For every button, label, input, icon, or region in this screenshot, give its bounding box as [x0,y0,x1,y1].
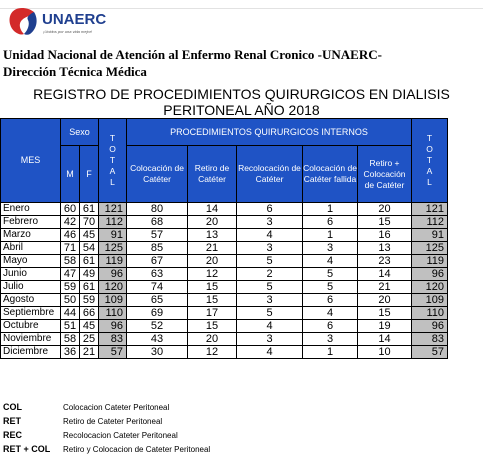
cell-retiro-colocacion: 10 [358,346,412,359]
table-row [1,229,448,242]
header-f: F [80,146,99,203]
cell-fallida: 6 [303,294,358,307]
cell-retiro: 17 [188,307,237,320]
cell-retiro-colocacion: 15 [358,216,412,229]
cell-m: 46 [61,229,80,242]
legend-item [3,414,210,428]
legend-code: COL [3,402,22,412]
header-recolocacion: Recolocación de Catéter [237,146,303,203]
cell-total: 109 [99,294,127,307]
cell-mes: Febrero [1,216,61,229]
cell-colocacion: 67 [127,255,188,268]
legend-item [3,442,210,456]
header-mes: MES [1,119,61,203]
table-row [1,281,448,294]
cell-retiro: 15 [188,294,237,307]
cell-fallida: 6 [303,216,358,229]
cell-m: 58 [61,333,80,346]
legend-code: RET [3,416,21,426]
cell-colocacion: 57 [127,229,188,242]
cell-recolocacion: 6 [237,203,303,216]
cell-retiro: 21 [188,242,237,255]
cell-mes: Agosto [1,294,61,307]
table-row [1,294,448,307]
cell-colocacion: 52 [127,320,188,333]
cell-total: 121 [99,203,127,216]
header-retiro-colocacion: Retiro + Colocación de Catéter [358,146,412,203]
cell-f: 66 [80,307,99,320]
report-title-line2: PERITONEAL AÑO 2018 [163,102,320,118]
cell-total-right: 112 [412,216,448,229]
cell-m: 50 [61,294,80,307]
cell-mes: Noviembre [1,333,61,346]
cell-colocacion: 74 [127,281,188,294]
cell-retiro: 15 [188,320,237,333]
cell-recolocacion: 3 [237,242,303,255]
report-title-line1: REGISTRO DE PROCEDIMIENTOS QUIRURGICOS EN DIALISIS [33,86,450,102]
cell-m: 42 [61,216,80,229]
header-procedures: PROCEDIMIENTOS QUIRURGICOS INTERNOS [127,119,412,146]
cell-colocacion: 30 [127,346,188,359]
cell-mes: Mayo [1,255,61,268]
cell-recolocacion: 3 [237,216,303,229]
cell-fallida: 4 [303,255,358,268]
cell-retiro: 20 [188,333,237,346]
legend [3,400,210,456]
cell-m: 71 [61,242,80,255]
cell-f: 70 [80,216,99,229]
legend-description: Retiro de Cateter Peritoneal [63,417,163,426]
cell-recolocacion: 5 [237,255,303,268]
cell-retiro: 14 [188,203,237,216]
cell-retiro-colocacion: 20 [358,203,412,216]
cell-total-right: 125 [412,242,448,255]
table-row [1,320,448,333]
cell-total: 119 [99,255,127,268]
legend-item [3,428,210,442]
table-row [1,203,448,216]
cell-mes: Abril [1,242,61,255]
cell-total: 83 [99,333,127,346]
table-row [1,346,448,359]
cell-f: 59 [80,294,99,307]
cell-retiro-colocacion: 14 [358,333,412,346]
cell-recolocacion: 3 [237,294,303,307]
cell-mes: Diciembre [1,346,61,359]
cell-total-right: 91 [412,229,448,242]
table-row [1,307,448,320]
cell-fallida: 1 [303,229,358,242]
cell-total-right: 119 [412,255,448,268]
cell-m: 58 [61,255,80,268]
cell-total-right: 96 [412,268,448,281]
cell-colocacion: 63 [127,268,188,281]
cell-fallida: 3 [303,242,358,255]
cell-mes: Julio [1,281,61,294]
cell-retiro: 13 [188,229,237,242]
table-row [1,242,448,255]
cell-recolocacion: 4 [237,229,303,242]
cell-recolocacion: 2 [237,268,303,281]
cell-total: 96 [99,268,127,281]
header-total-right [412,119,448,203]
cell-fallida: 4 [303,307,358,320]
cell-retiro-colocacion: 19 [358,320,412,333]
cell-fallida: 5 [303,281,358,294]
cell-retiro: 20 [188,216,237,229]
unaerc-logo [4,4,107,42]
cell-total-right: 121 [412,203,448,216]
cell-recolocacion: 3 [237,333,303,346]
cell-colocacion: 68 [127,216,188,229]
header-fallida: Colocación de Catéter fallida [303,146,358,203]
cell-fallida: 3 [303,333,358,346]
cell-total: 57 [99,346,127,359]
cell-mes: Septiembre [1,307,61,320]
cell-retiro-colocacion: 13 [358,242,412,255]
cell-fallida: 6 [303,320,358,333]
cell-total: 112 [99,216,127,229]
cell-recolocacion: 4 [237,346,303,359]
cell-retiro-colocacion: 20 [358,294,412,307]
cell-retiro-colocacion: 14 [358,268,412,281]
procedures-table [0,118,448,359]
legend-description: Retiro y Colocacion de Cateter Peritoneal [63,445,211,454]
cell-recolocacion: 4 [237,320,303,333]
cell-total-right: 110 [412,307,448,320]
cell-f: 61 [80,281,99,294]
cell-colocacion: 69 [127,307,188,320]
legend-code: REC [3,430,23,440]
cell-retiro: 20 [188,255,237,268]
table-row [1,216,448,229]
cell-total: 120 [99,281,127,294]
cell-total-right: 57 [412,346,448,359]
header-m: M [61,146,80,203]
cell-retiro-colocacion: 23 [358,255,412,268]
cell-mes: Enero [1,203,61,216]
cell-recolocacion: 5 [237,307,303,320]
cell-total: 125 [99,242,127,255]
cell-retiro-colocacion: 16 [358,229,412,242]
header-total-right-text: T O T A L [426,133,433,187]
legend-description: Recolocacion Cateter Peritoneal [63,431,178,440]
organization-title: Unidad Nacional de Atención al Enfermo Renal Cronico -UNAERC- [3,47,382,62]
cell-mes: Marzo [1,229,61,242]
logo-tagline: ¡Unidos por una vida mejor! [43,29,93,34]
legend-description: Colocacion Cateter Peritoneal [63,403,170,412]
header-total-left [99,119,127,203]
cell-total-right: 109 [412,294,448,307]
cell-colocacion: 65 [127,294,188,307]
table-row [1,268,448,281]
header-retiro: Retiro de Catéter [188,146,237,203]
cell-m: 51 [61,320,80,333]
cell-total-right: 96 [412,320,448,333]
cell-colocacion: 80 [127,203,188,216]
cell-fallida: 1 [303,346,358,359]
cell-retiro-colocacion: 15 [358,307,412,320]
header-total-left-text: T O T A L [109,133,116,187]
header-colocacion: Colocación de Catéter [127,146,188,203]
legend-code: RET + COL [3,444,51,454]
cell-retiro: 15 [188,281,237,294]
table-row [1,255,448,268]
cell-fallida: 1 [303,203,358,216]
cell-f: 25 [80,333,99,346]
table-body [1,203,448,359]
cell-f: 45 [80,229,99,242]
cell-total: 96 [99,320,127,333]
table-row [1,333,448,346]
legend-item [3,400,210,414]
cell-m: 44 [61,307,80,320]
cell-retiro: 12 [188,346,237,359]
cell-m: 60 [61,203,80,216]
cell-m: 59 [61,281,80,294]
cell-f: 54 [80,242,99,255]
department-title: Dirección Técnica Médica [3,64,147,79]
kidney-logo-icon [4,4,40,40]
cell-m: 47 [61,268,80,281]
cell-colocacion: 43 [127,333,188,346]
cell-f: 45 [80,320,99,333]
cell-f: 61 [80,255,99,268]
cell-f: 49 [80,268,99,281]
cell-f: 21 [80,346,99,359]
cell-recolocacion: 5 [237,281,303,294]
cell-total: 91 [99,229,127,242]
cell-total: 110 [99,307,127,320]
cell-mes: Junio [1,268,61,281]
cell-m: 36 [61,346,80,359]
cell-f: 61 [80,203,99,216]
cell-fallida: 5 [303,268,358,281]
cell-total-right: 83 [412,333,448,346]
cell-retiro: 12 [188,268,237,281]
report-title [0,86,483,118]
cell-total-right: 120 [412,281,448,294]
logo-name: UNAERC [42,11,107,28]
cell-colocacion: 85 [127,242,188,255]
cell-retiro-colocacion: 21 [358,281,412,294]
header-sexo: Sexo [61,119,99,146]
cell-mes: Octubre [1,320,61,333]
